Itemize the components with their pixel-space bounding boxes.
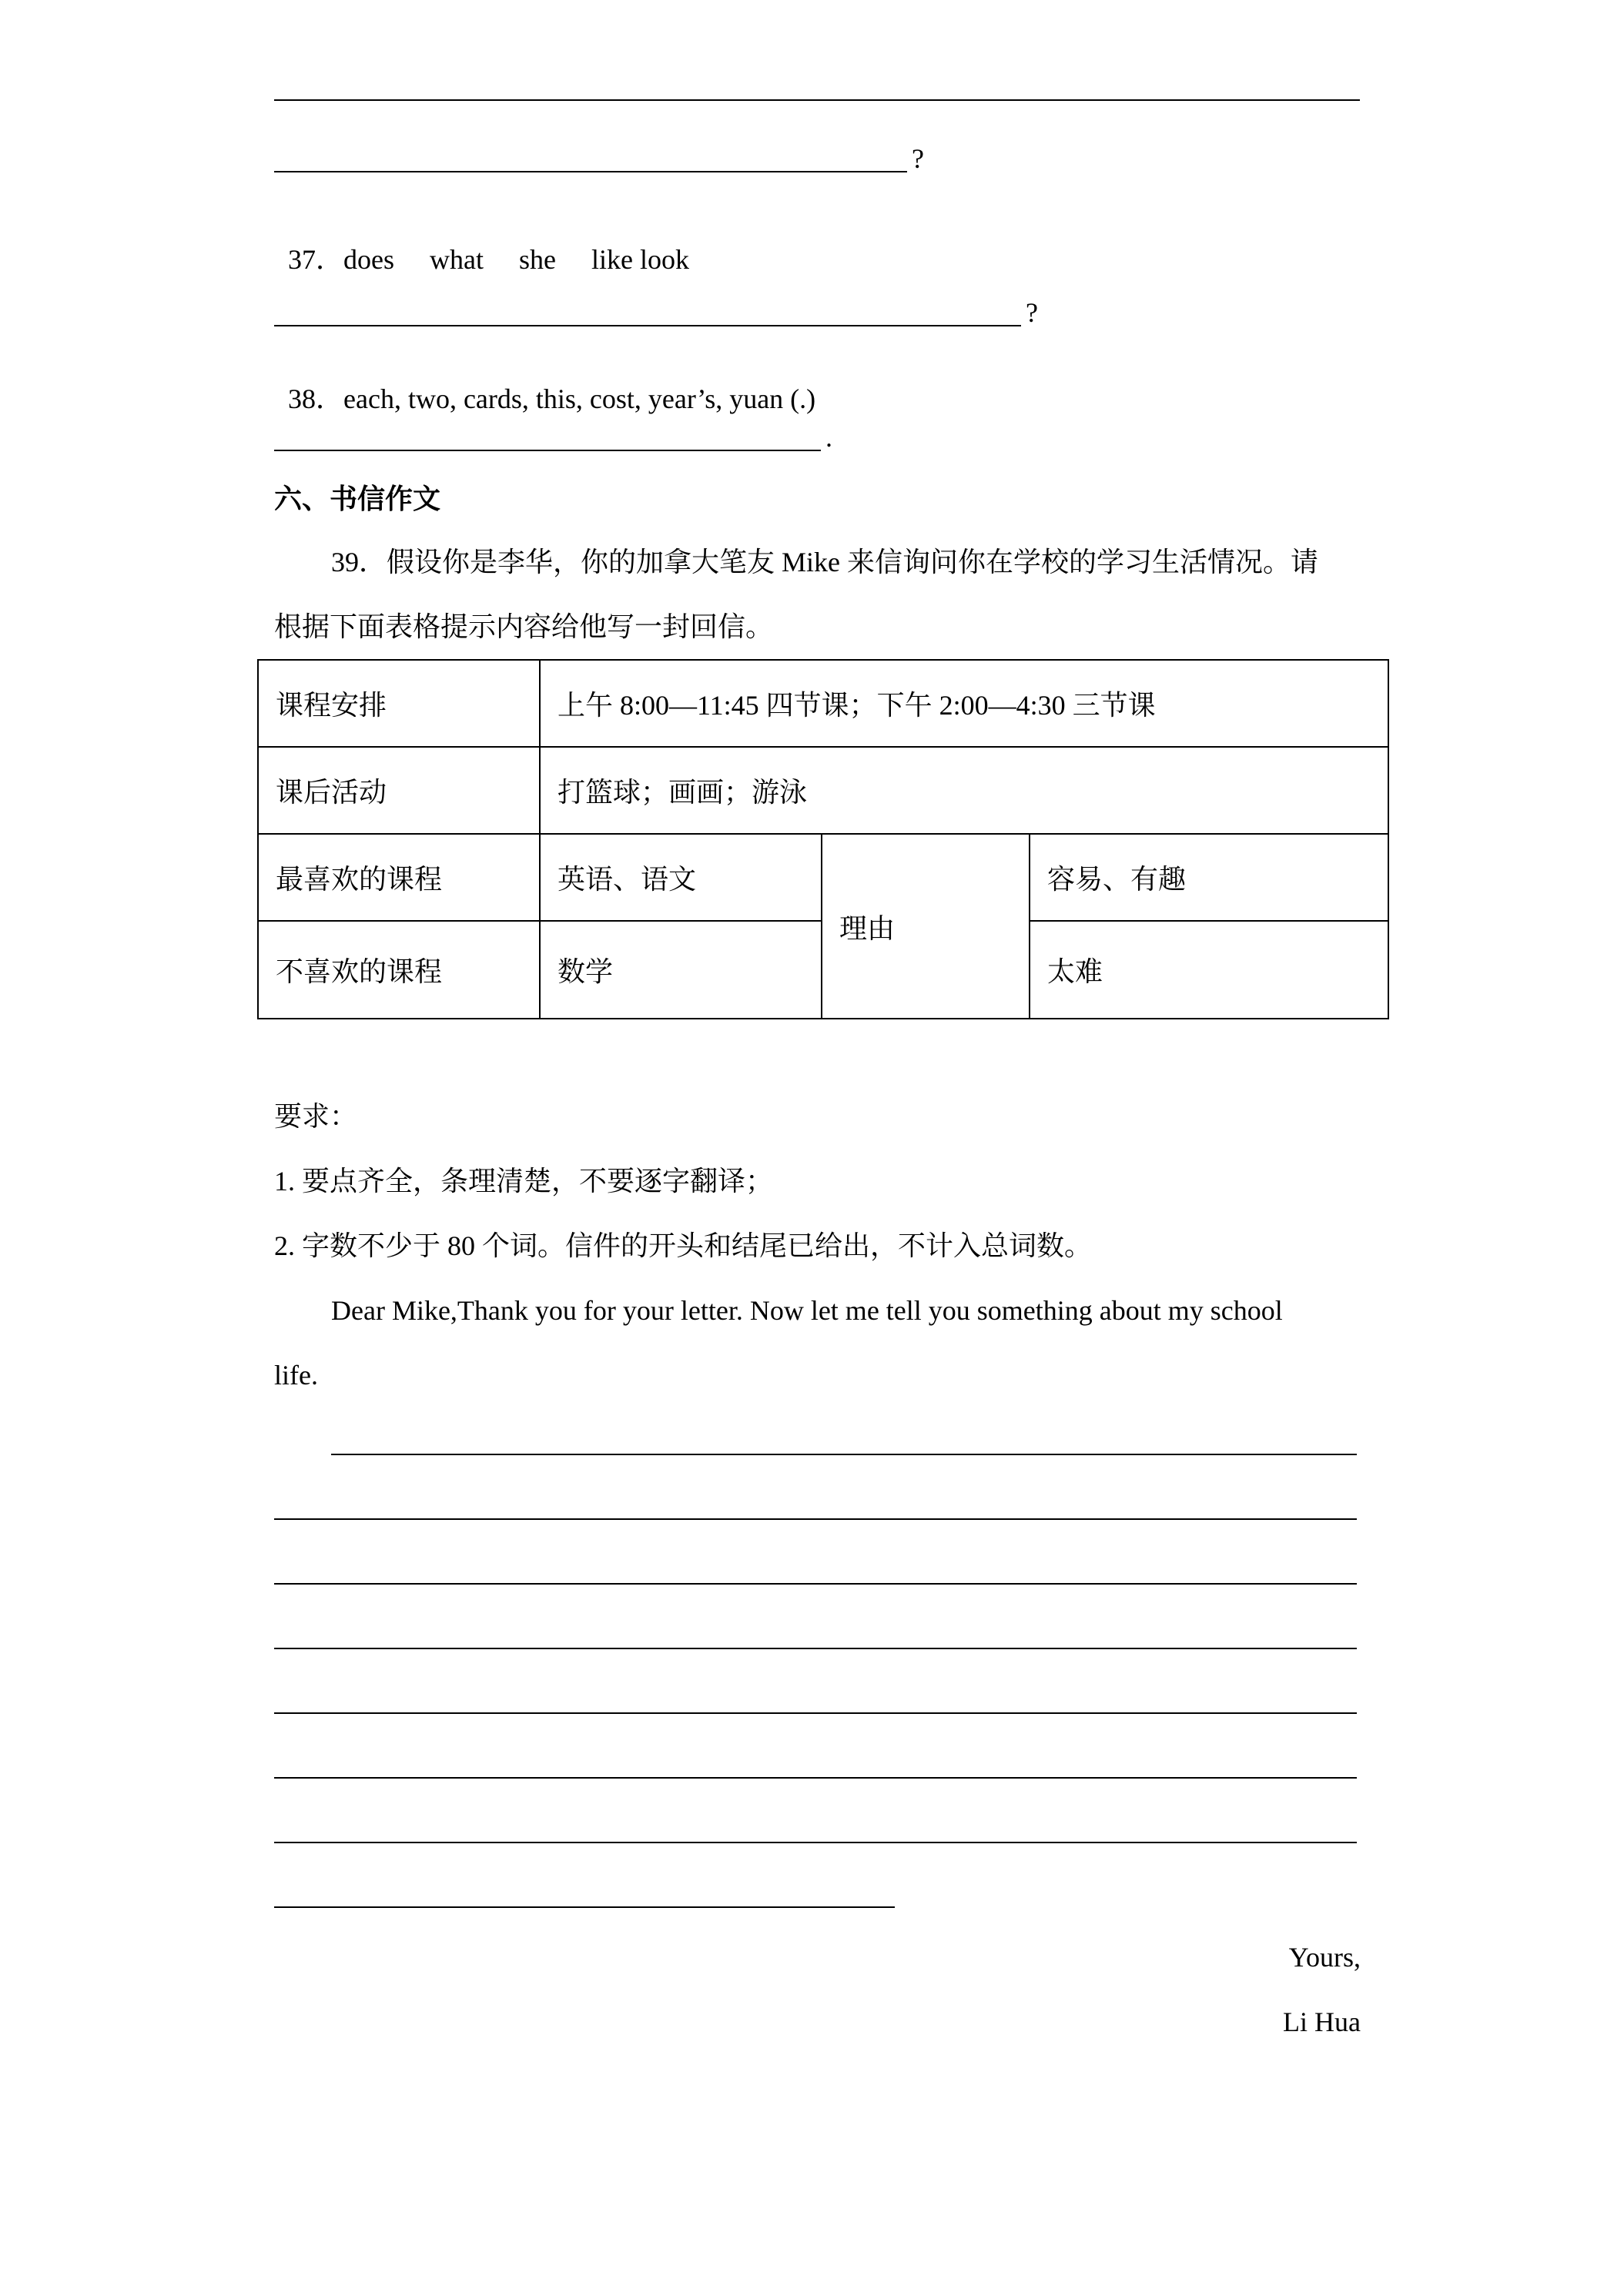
table-row bbox=[258, 747, 1388, 834]
q37-word: what bbox=[430, 244, 484, 275]
q38-words: each, two, cards, this, cost, year’s, yuan (.) bbox=[343, 383, 816, 414]
requirement-item-1: 1. 要点齐全，条理清楚，不要逐字翻译； bbox=[274, 1166, 774, 1197]
activities-value: 打篮球；画画；游泳 bbox=[540, 747, 1388, 834]
q38-number: 38． bbox=[288, 383, 344, 414]
letter-signature: Li Hua bbox=[1283, 2006, 1361, 2037]
requirement-item-2: 2. 字数不少于 80 个词。信件的开头和结尾已给出，不计入总词数。 bbox=[274, 1230, 1093, 1261]
requirements-title: 要求： bbox=[274, 1101, 358, 1132]
schedule-value: 上午 8:00—11:45 四节课；下午 2:00—4:30 三节课 bbox=[540, 660, 1388, 747]
q37-answer-blank[interactable] bbox=[274, 296, 1038, 326]
answer-line-top bbox=[274, 99, 1360, 101]
table-row bbox=[258, 834, 1388, 921]
q38-prompt bbox=[274, 357, 815, 413]
q38-answer-blank[interactable] bbox=[274, 420, 832, 451]
writing-line[interactable] bbox=[274, 1583, 1357, 1585]
q37-prompt bbox=[274, 218, 689, 273]
reason-label: 理由 bbox=[822, 834, 1030, 1019]
q38-period: . bbox=[825, 422, 832, 453]
q37-word: like look bbox=[591, 244, 689, 275]
writing-line[interactable] bbox=[274, 1518, 1357, 1520]
q37-question-mark: ? bbox=[1026, 297, 1038, 328]
letter-opening-line1: Dear Mike,Thank you for your letter. Now let me tell you something about my school bbox=[331, 1295, 1283, 1326]
activities-label: 课后活动 bbox=[258, 747, 540, 834]
disliked-value: 数学 bbox=[540, 921, 822, 1019]
writing-line[interactable] bbox=[274, 1906, 895, 1908]
q39-prompt-line1: 39．假设你是李华，你的加拿大笔友 Mike 来信询问你在学校的学习生活情况。请 bbox=[331, 547, 1318, 577]
q36-question-mark: ? bbox=[912, 143, 924, 174]
q39-prompt-line2: 根据下面表格提示内容给他写一封回信。 bbox=[274, 611, 774, 642]
favorite-value: 英语、语文 bbox=[540, 834, 822, 921]
q37-word: does bbox=[343, 244, 395, 275]
writing-line[interactable] bbox=[331, 1454, 1357, 1455]
letter-closing: Yours, bbox=[1288, 1942, 1361, 1973]
writing-line[interactable] bbox=[274, 1777, 1357, 1779]
table-row bbox=[258, 660, 1388, 747]
disliked-label: 不喜欢的课程 bbox=[258, 921, 540, 1019]
q37-number: 37． bbox=[288, 244, 344, 275]
disliked-reason: 太难 bbox=[1030, 921, 1388, 1019]
section-title: 六、书信作文 bbox=[274, 484, 441, 514]
schedule-label: 课程安排 bbox=[258, 660, 540, 747]
letter-opening-line2: life. bbox=[274, 1360, 318, 1391]
q36-answer-blank[interactable] bbox=[274, 142, 924, 172]
school-life-table bbox=[257, 659, 1389, 1019]
favorite-label: 最喜欢的课程 bbox=[258, 834, 540, 921]
q37-word: she bbox=[519, 244, 556, 275]
writing-line[interactable] bbox=[274, 1842, 1357, 1843]
writing-line[interactable] bbox=[274, 1648, 1357, 1649]
favorite-reason: 容易、有趣 bbox=[1030, 834, 1388, 921]
writing-line[interactable] bbox=[274, 1712, 1357, 1714]
